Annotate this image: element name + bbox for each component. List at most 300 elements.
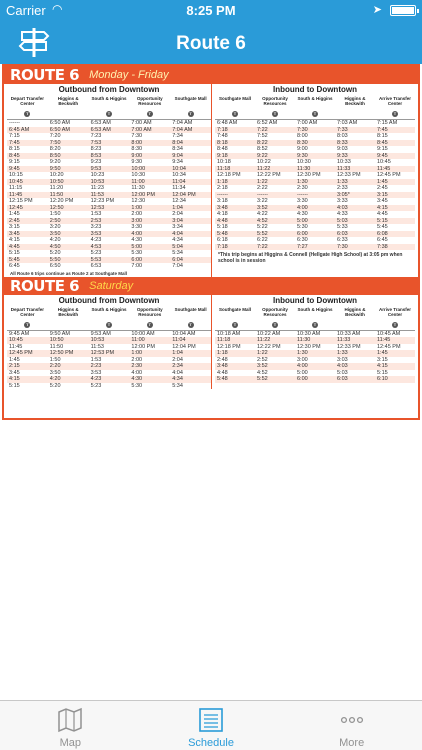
table-row <box>215 376 415 383</box>
time-cell: 12:23 PM <box>90 198 115 204</box>
time-cell: 8:23 <box>90 146 102 152</box>
time-cell: 1:53 <box>90 356 102 363</box>
time-cell: 4:00 <box>131 230 143 237</box>
time-cell: 5:23 <box>90 250 102 256</box>
time-cell: 11:45 <box>377 165 391 172</box>
time-cell: 7:30 <box>337 243 348 250</box>
timepoint-icon: T <box>393 111 397 116</box>
timepoint-icon: T <box>233 321 237 327</box>
column-header: South & Higgins T <box>297 96 333 116</box>
time-cell: 6:00 <box>297 376 308 382</box>
table-title: Inbound to Downtown <box>273 295 357 305</box>
time-cell: 12:04 PM <box>172 191 196 198</box>
time-cell: 7:00 AM <box>131 126 152 133</box>
timepoint-icon: T <box>233 111 237 116</box>
time-cell: 3:15 <box>377 191 388 198</box>
time-cell: 12:33 PM <box>337 343 361 350</box>
time-cell: 8:45 <box>9 152 20 159</box>
time-cell: 5:30 <box>131 382 143 389</box>
time-cell: 10:20 <box>49 172 64 178</box>
time-cell: 3:53 <box>90 369 102 376</box>
column-header: Depart Transfer Center T <box>10 96 45 116</box>
time-cell: 5:04 <box>172 243 183 250</box>
tab-more[interactable] <box>281 701 422 750</box>
saturday-band <box>4 277 418 295</box>
time-cell: 3:22 <box>257 198 268 204</box>
time-cell: 9:45 <box>9 165 20 172</box>
time-cell: 9:30 <box>131 159 143 165</box>
time-cell: 4:18 <box>217 211 228 217</box>
time-cell: 12:18 PM <box>217 343 241 350</box>
time-cell: 5:20 <box>49 382 61 389</box>
tab-label: Map <box>59 737 82 749</box>
time-cell: 4:04 <box>172 369 183 376</box>
time-cell: 12:45 PM <box>377 172 401 178</box>
time-cell: 10:33 AM <box>337 330 361 337</box>
time-cell: 7:33 <box>337 126 348 133</box>
time-cell: 5:48 <box>217 230 228 237</box>
time-cell: 6:50 AM <box>49 126 70 133</box>
time-cell: 7:45 <box>377 126 388 133</box>
time-cell: 4:15 <box>377 204 388 211</box>
time-cell: 4:48 <box>217 369 228 376</box>
time-cell: 11:33 <box>337 337 351 343</box>
status-bar <box>0 0 422 20</box>
column-header: Higgins & Beckwith <box>344 96 366 106</box>
time-cell: 8:33 <box>337 139 348 146</box>
column-header: Opportunity Resources T <box>262 306 288 327</box>
timepoint-icon: T <box>313 321 317 327</box>
time-cell: 8:53 <box>90 152 102 159</box>
time-cell: 7:18 <box>217 126 228 133</box>
time-cell: 10:00 AM <box>131 330 155 337</box>
time-cell: 2:33 <box>337 185 348 191</box>
time-cell: 5:34 <box>172 382 183 389</box>
carrier-label: Carrier <box>6 3 46 18</box>
time-cell: 11:45 <box>9 343 23 350</box>
time-cell: 6:48 AM <box>217 120 238 126</box>
time-cell: 2:30 <box>297 185 308 191</box>
time-cell: 6:33 <box>337 237 348 243</box>
column-header: Opportunity Resources T <box>136 96 163 116</box>
time-cell: 10:04 <box>172 165 186 172</box>
time-cell: 6:08 <box>377 230 388 237</box>
time-cell: 1:22 <box>257 350 268 356</box>
time-cell: 8:45 <box>377 139 388 146</box>
time-cell: 4:15 <box>377 363 388 369</box>
time-cell: 5:23 <box>90 382 102 389</box>
time-cell: 6:00 <box>131 256 143 263</box>
time-cell: 9:30 <box>297 152 308 159</box>
time-cell: 1:00 <box>131 204 143 211</box>
time-cell: 12:22 PM <box>257 343 281 350</box>
time-cell: 7:48 <box>217 133 228 139</box>
time-cell: 12:53 PM <box>90 350 115 356</box>
time-cell: 6:22 <box>257 237 268 243</box>
time-cell: 10:45 AM <box>377 330 401 337</box>
time-cell: ------ <box>257 191 268 198</box>
table-row <box>7 383 211 390</box>
top-bar <box>0 0 422 64</box>
time-cell: 10:53 <box>90 337 105 343</box>
time-cell: ------ <box>297 191 308 198</box>
time-cell: 1:45 <box>377 178 388 185</box>
time-cell: 9:33 <box>337 152 348 159</box>
time-cell: 3:34 <box>172 224 183 230</box>
saturday-inbound <box>211 295 415 390</box>
table-title: Inbound to Downtown <box>273 85 357 94</box>
time-cell: 4:45 <box>377 211 388 217</box>
time-cell: 4:03 <box>337 204 348 211</box>
timepoint-icon: T <box>107 111 111 116</box>
time-cell: 8:18 <box>217 139 228 146</box>
time-cell: 10:45 <box>9 337 23 343</box>
time-cell: 2:22 <box>257 185 268 191</box>
time-cell: 1:30 <box>297 178 308 185</box>
time-cell: 1:33 <box>337 178 348 185</box>
time-cell: 3:30 <box>131 224 143 230</box>
time-cell: 4:33 <box>337 211 348 217</box>
time-cell: 8:03 <box>337 133 348 139</box>
route-name: ROUTE 6 <box>10 276 80 295</box>
time-cell: 7:22 <box>257 243 268 250</box>
time-cell: ------ <box>217 191 228 198</box>
timepoint-icon: T <box>273 321 277 327</box>
time-cell: 9:00 <box>131 152 143 159</box>
column-header: South & Higgins T <box>91 306 127 327</box>
time-cell: 6:30 <box>297 237 308 243</box>
time-cell: 4:04 <box>172 230 183 237</box>
time-cell: 11:04 <box>172 337 186 343</box>
time-cell: 11:18 <box>217 337 231 343</box>
time-cell: 5:15 <box>377 369 388 376</box>
time-cell: 10:22 AM <box>257 330 281 337</box>
schedule-sheet[interactable] <box>2 64 420 420</box>
time-cell: 10:04 AM <box>172 330 196 337</box>
time-cell: 5:52 <box>257 230 268 237</box>
time-cell: 8:30 <box>131 146 143 152</box>
time-cell: 3:52 <box>257 204 268 211</box>
time-cell: 12:00 PM <box>131 191 155 198</box>
time-cell: 1:22 <box>257 178 268 185</box>
time-cell: 6:03 <box>337 230 348 237</box>
time-cell: 9:34 <box>172 159 183 165</box>
tab-bar <box>0 700 422 750</box>
time-cell: 12:50 PM <box>49 350 74 356</box>
time-cell: 6:53 <box>90 263 102 269</box>
column-header: Southgate Mall T <box>174 96 207 116</box>
service-days: Saturday <box>89 279 134 292</box>
time-cell: 8:22 <box>257 139 268 146</box>
time-cell: 1:45 <box>9 356 20 363</box>
time-cell: 5:53 <box>90 256 102 263</box>
time-cell: 11:18 <box>217 165 231 172</box>
time-cell: 4:20 <box>49 376 61 382</box>
timepoint-icon: T <box>26 321 29 327</box>
column-headers <box>215 306 415 331</box>
time-cell: 1:53 <box>90 211 102 217</box>
trip-note: *This trip begins at Higgins & Connell (Hellgate High School) at 3:05 pm when school is in session <box>218 252 403 264</box>
time-cell: 9:53 <box>90 165 102 172</box>
time-cell: 4:00 <box>297 363 308 369</box>
time-cell: 1:18 <box>217 178 228 185</box>
location-arrow-icon: ➤ <box>372 4 382 16</box>
time-cell: 2:34 <box>172 363 183 369</box>
time-cell: 2:23 <box>90 363 102 369</box>
time-cell: 3:20 <box>49 224 61 230</box>
time-cell: 9:15 <box>9 159 20 165</box>
time-cell: 2:30 <box>131 363 143 369</box>
time-cell: 4:30 <box>297 211 308 217</box>
timepoint-icon: T <box>148 111 151 116</box>
time-cell: 1:50 <box>49 356 61 363</box>
time-cell: 8:48 <box>217 146 228 152</box>
time-cell: 10:23 <box>90 172 105 178</box>
time-cell: 3:48 <box>217 204 228 211</box>
time-cell: 8:30 <box>297 139 308 146</box>
time-cell: 7:04 AM <box>172 126 193 133</box>
timepoint-icon: T <box>273 111 277 116</box>
time-cell: 9:00 <box>297 146 308 152</box>
time-cell: 10:22 <box>257 159 271 165</box>
timepoint-icon: T <box>148 321 151 327</box>
time-cell: 12:22 PM <box>257 172 281 178</box>
service-days: Monday - Friday <box>89 69 169 81</box>
time-cell: 11:00 <box>131 337 145 343</box>
time-cell: 12:34 <box>172 198 186 204</box>
time-cell: 6:00 <box>297 230 308 237</box>
time-cell: 3:03 <box>337 356 348 363</box>
time-cell: 5:18 <box>217 224 228 230</box>
time-cell: 3:15 <box>377 356 388 363</box>
tab-label: More <box>339 737 365 749</box>
time-cell: 5:22 <box>257 224 268 230</box>
time-cell: 11:45 <box>377 337 391 343</box>
weekday-band <box>4 66 418 84</box>
wifi-icon: ◠ <box>52 2 63 16</box>
time-cell: 8:34 <box>172 146 183 152</box>
time-cell: 5:50 <box>49 256 61 263</box>
time-cell: 6:03 <box>337 376 348 382</box>
time-cell: 8:52 <box>257 146 268 152</box>
time-cell: 1:30 <box>297 350 308 356</box>
time-cell: 4:30 <box>131 237 143 243</box>
time-cell: 3:50 <box>49 230 61 237</box>
time-cell: 10:15 <box>9 172 23 178</box>
time-cell: 5:30 <box>297 224 308 230</box>
time-cell: ------ <box>9 120 20 126</box>
column-header: Southgate Mall T <box>174 306 207 327</box>
time-cell: 4:03 <box>337 363 348 369</box>
time-cell: 7:52 <box>257 133 268 139</box>
time-cell: 1:04 <box>172 204 183 211</box>
time-cell: 3:00 <box>297 356 308 363</box>
time-cell: 5:03 <box>337 217 348 224</box>
time-cell: 11:34 <box>172 185 186 191</box>
timetable-rows <box>7 331 211 390</box>
time-cell: 1:04 <box>172 350 183 356</box>
table-row <box>7 263 211 270</box>
weekday-outbound <box>7 84 211 277</box>
time-cell: 3:45 <box>9 230 20 237</box>
time-cell: 4:23 <box>90 376 102 382</box>
time-cell: 9:50 <box>49 165 61 172</box>
time-cell: 11:33 <box>337 165 351 172</box>
column-header: Higgins & Beckwith <box>57 96 79 106</box>
time-cell: 2:00 <box>131 356 143 363</box>
time-cell: 11:53 <box>90 191 104 198</box>
time-cell: 7:15 AM <box>377 120 398 126</box>
time-cell: 9:50 AM <box>49 330 70 337</box>
tab-map[interactable] <box>0 701 141 750</box>
weekday-tables <box>4 84 418 277</box>
time-cell: 4:00 <box>297 204 308 211</box>
time-cell: 5:48 <box>217 376 228 382</box>
time-cell: 3:04 <box>172 217 183 224</box>
time-cell: 3:23 <box>90 224 102 230</box>
column-headers <box>7 306 211 331</box>
time-cell: 2:48 <box>217 356 228 363</box>
time-cell: 7:34 <box>172 133 183 139</box>
time-cell: 6:45 AM <box>9 126 30 133</box>
tab-label: Schedule <box>188 737 234 749</box>
column-header: Southgate Mall T <box>218 96 251 116</box>
time-cell: 3:53 <box>90 230 102 237</box>
time-cell: 6:18 <box>217 237 228 243</box>
time-cell: 2:45 <box>9 217 20 224</box>
time-cell: 2:18 <box>217 185 228 191</box>
time-cell: 5:00 <box>297 369 308 376</box>
column-header: Depart Transfer Center T <box>10 306 45 327</box>
time-cell: 3:48 <box>217 363 228 369</box>
timetable-rows <box>215 331 415 383</box>
time-cell: 7:00 AM <box>131 120 152 126</box>
time-cell: 8:04 <box>172 139 183 146</box>
time-cell: 4:15 <box>9 376 20 382</box>
time-cell: 11:53 <box>90 343 104 350</box>
time-cell: 3:45 <box>377 198 388 204</box>
route-name: ROUTE 6 <box>10 66 80 84</box>
timepoint-icon: T <box>393 321 397 327</box>
time-cell: 10:30 AM <box>297 330 321 337</box>
time-cell: 2:20 <box>49 363 61 369</box>
clock: 8:25 PM <box>186 3 236 18</box>
time-cell: 5:00 <box>131 243 143 250</box>
time-cell: 8:00 <box>131 139 143 146</box>
time-cell: 12:45 <box>9 204 23 211</box>
time-cell: 5:15 <box>377 217 388 224</box>
time-cell: 2:45 <box>377 185 388 191</box>
time-cell: 7:15 <box>9 133 20 139</box>
time-cell: 11:00 <box>131 178 145 185</box>
time-cell: 3:50 <box>49 369 61 376</box>
timepoint-icon: T <box>26 111 29 116</box>
time-cell: 7:22 <box>257 126 268 133</box>
time-cell: 12:50 <box>49 204 64 211</box>
column-headers <box>7 95 211 120</box>
time-cell: 7:23 <box>90 133 102 139</box>
time-cell: 6:53 AM <box>90 120 111 126</box>
time-cell: 5:30 <box>131 250 143 256</box>
time-cell: 10:53 <box>90 178 105 185</box>
column-header: South & Higgins T <box>91 96 127 116</box>
time-cell: 7:38 <box>377 243 388 250</box>
column-header: Opportunity Resources T <box>262 96 288 116</box>
time-cell: 5:34 <box>172 250 183 256</box>
time-cell: 8:00 <box>297 133 308 139</box>
time-cell: 11:20 <box>49 185 64 191</box>
time-cell: 11:30 <box>131 185 145 191</box>
time-cell: 5:45 <box>9 256 20 263</box>
time-cell: 4:30 <box>131 376 143 382</box>
time-cell: 2:00 <box>131 211 143 217</box>
time-cell: 3:30 <box>297 198 308 204</box>
time-cell: 12:33 PM <box>337 172 361 178</box>
time-cell: 8:20 <box>49 146 61 152</box>
column-headers <box>215 95 415 120</box>
column-header: Higgins & Beckwith <box>57 306 79 317</box>
time-cell: 12:15 PM <box>9 198 33 204</box>
time-cell: 6:53 AM <box>90 126 111 133</box>
time-cell: 8:50 <box>49 152 61 159</box>
time-cell: 12:30 PM <box>297 172 321 178</box>
time-cell: 5:15 <box>9 250 20 256</box>
time-cell: 5:45 <box>377 224 388 230</box>
time-cell: 4:34 <box>172 237 183 243</box>
time-cell: 8:15 <box>9 146 20 152</box>
timepoint-icon: T <box>189 111 192 116</box>
column-header: South & Higgins T <box>297 306 333 327</box>
time-cell: 1:45 <box>9 211 20 217</box>
time-cell: 10:33 <box>337 159 351 165</box>
column-header: Higgins & Beckwith <box>344 306 366 317</box>
time-cell: 5:00 <box>297 217 308 224</box>
time-cell: 10:45 <box>377 159 391 165</box>
time-cell: 7:30 <box>297 126 308 133</box>
tab-schedule[interactable] <box>141 701 282 750</box>
table-title: Outbound from Downtown <box>58 295 160 305</box>
time-cell: 1:00 <box>131 350 143 356</box>
column-header: Southgate Mall T <box>218 306 251 327</box>
time-cell: 3:05* <box>337 191 350 198</box>
time-cell: 4:52 <box>257 217 268 224</box>
time-cell: 11:30 <box>297 165 311 172</box>
time-cell: 1:33 <box>337 350 348 356</box>
page-title: Route 6 <box>176 33 246 54</box>
time-cell: 3:15 <box>9 224 20 230</box>
time-cell: 7:18 <box>217 243 228 250</box>
time-cell: 12:00 PM <box>131 343 155 350</box>
table-row <box>215 244 415 251</box>
time-cell: 10:30 <box>297 159 311 165</box>
column-header: Arrive Transfer Center T <box>378 306 412 327</box>
time-cell: 11:23 <box>90 185 104 191</box>
time-cell: 9:20 <box>49 159 61 165</box>
time-cell: 7:00 <box>131 263 143 269</box>
time-cell: 3:00 <box>131 217 143 224</box>
time-cell: 4:20 <box>49 237 61 243</box>
saturday-outbound <box>7 295 211 390</box>
time-cell: 3:52 <box>257 363 268 369</box>
time-cell: 9:22 <box>257 152 268 159</box>
time-cell: 12:53 <box>90 204 105 211</box>
timepoint-icon: T <box>313 111 317 116</box>
time-cell: 7:27 <box>297 243 308 250</box>
time-cell: 10:00 <box>131 165 146 172</box>
time-cell: 1:45 <box>377 350 388 356</box>
time-cell: 5:33 <box>337 224 348 230</box>
timetable-rows <box>7 120 211 270</box>
